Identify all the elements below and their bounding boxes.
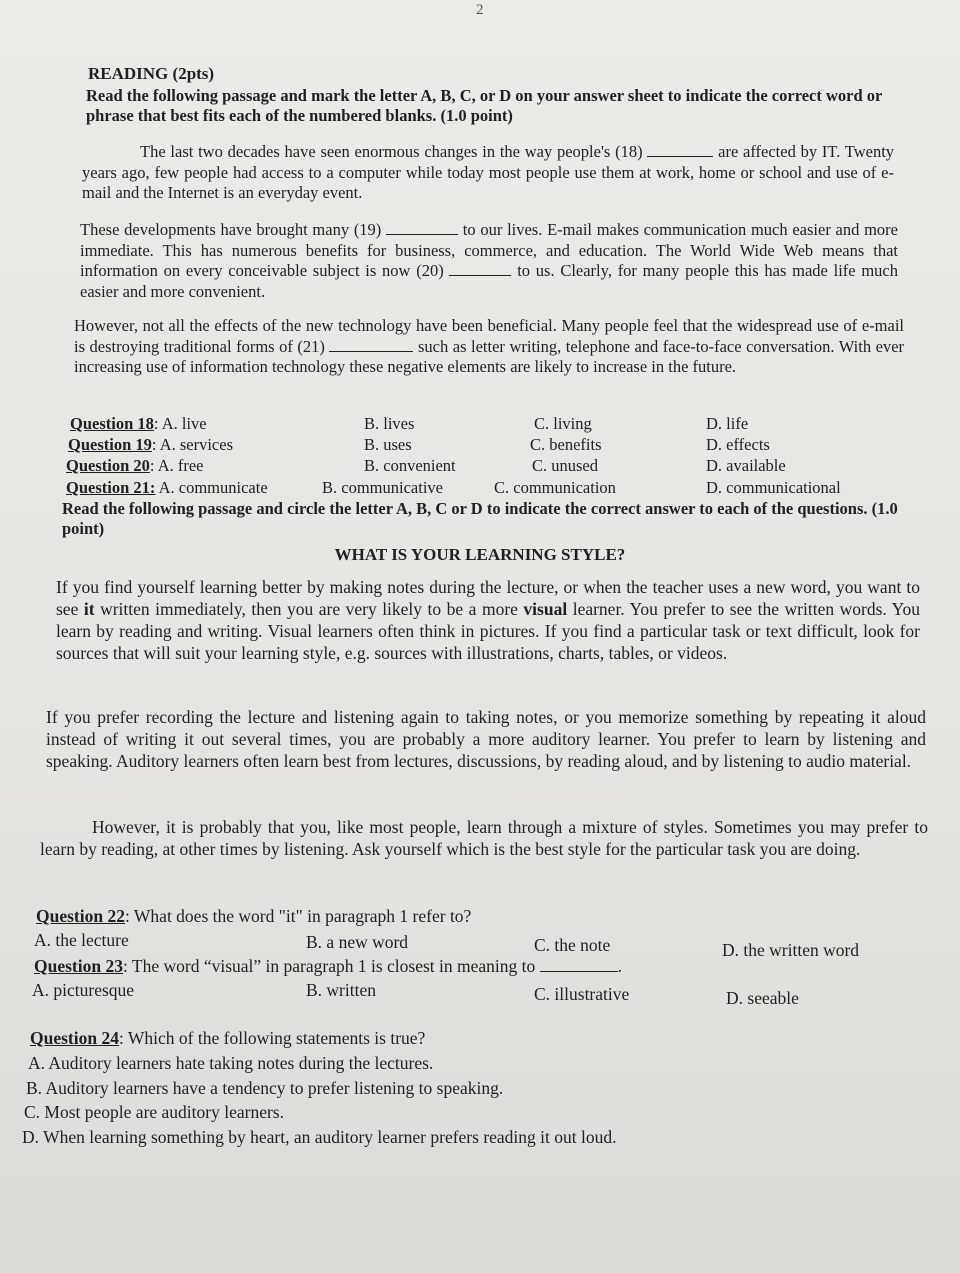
question-18 xyxy=(70,414,900,435)
option-c[interactable]: C. benefits xyxy=(530,435,602,454)
q23-option-c[interactable]: C. illustrative xyxy=(534,984,630,1004)
option-a[interactable]: : A. free xyxy=(149,456,204,475)
option-d[interactable]: D. life xyxy=(706,414,749,433)
q23-option-d[interactable]: D. seeable xyxy=(726,988,799,1008)
question-end: . xyxy=(617,956,623,976)
question-23 xyxy=(34,956,622,977)
passage-paragraph-1 xyxy=(82,142,894,204)
option-a[interactable]: : A. live xyxy=(153,414,207,433)
option-b[interactable]: B. convenient xyxy=(364,456,456,475)
q22-option-a[interactable]: A. the lecture xyxy=(34,930,129,950)
lp1-text-a: If you find yourself learning better by making notes during the lecture, or when the teacher uses a new word, you want to see xyxy=(56,577,920,619)
question-24 xyxy=(30,1028,425,1049)
question-label: Question 22 xyxy=(36,906,125,926)
lp1-visual: visual xyxy=(523,599,568,619)
p2-text-a: These developments have brought many (19) xyxy=(80,220,382,239)
section-heading: READING (2pts) xyxy=(88,64,215,83)
q24-option-b[interactable]: B. Auditory learners have a tendency to prefer listening to speaking. xyxy=(26,1078,504,1098)
question-text: : The word “visual” in paragraph 1 is closest in meaning to xyxy=(122,956,536,976)
option-a[interactable]: A. communicate xyxy=(155,478,268,497)
passage-paragraph-2 xyxy=(80,220,898,302)
question-20 xyxy=(66,456,896,477)
reading-instruction: Read the following passage and mark the letter A, B, C, or D on your answer sheet to indicate the correct word or phrase that best fits each of the numbered blanks. (1.0 point) xyxy=(86,86,883,125)
question-label: Question 23 xyxy=(34,956,123,976)
question-label: Question 20 xyxy=(66,456,150,475)
option-c[interactable]: C. communication xyxy=(494,478,616,497)
blank-18 xyxy=(647,144,713,157)
question-21 xyxy=(66,478,896,499)
question-label: Question 24 xyxy=(30,1028,119,1048)
question-label: Question 19 xyxy=(68,435,152,454)
option-b[interactable]: B. lives xyxy=(364,414,415,433)
passage-paragraph-3 xyxy=(74,316,904,378)
blank-19 xyxy=(386,222,458,235)
p3-text-a: However, not all the effects of the new technology have been beneficial. Many people feel that the widespread use of e-mail is destroying traditional forms of (21) xyxy=(74,316,904,356)
question-label: Question 18 xyxy=(70,414,154,433)
q22-option-c[interactable]: C. the note xyxy=(534,935,611,955)
p1-text-b: are affected by IT. Twenty years ago, few people had access to a computer while today most people use them at work, home or school and use of e-mail and the Internet is an everyday event. xyxy=(82,142,895,202)
learning-paragraph-3: However, it is probably that you, like most people, learn through a mixture of styles. Sometimes you may prefer to learn by reading, at other times by listening. Ask yourself which is the best style for the particular task you are doing. xyxy=(40,817,928,859)
q24-option-a[interactable]: A. Auditory learners hate taking notes during the lectures. xyxy=(28,1053,434,1073)
option-d[interactable]: D. communicational xyxy=(706,478,841,497)
p1-text-a: The last two decades have seen enormous changes in the way people's (18) xyxy=(140,142,643,161)
option-d[interactable]: D. available xyxy=(706,456,786,475)
option-b[interactable]: B. uses xyxy=(364,435,412,454)
page-number: 2 xyxy=(476,2,484,18)
q23-option-a[interactable]: A. picturesque xyxy=(32,980,135,1000)
option-d[interactable]: D. effects xyxy=(706,435,770,454)
q24-option-d[interactable]: D. When learning something by heart, an auditory learner prefers reading it out loud. xyxy=(22,1127,617,1147)
blank-21 xyxy=(329,339,413,352)
question-label: Question 21: xyxy=(66,478,156,497)
q22-option-b[interactable]: B. a new word xyxy=(306,932,409,952)
blank-20 xyxy=(449,263,511,276)
lp1-text-c: learner. You prefer to see the written words. You learn by reading and writing. Visual learners often think in pictures. If you find a particular task or text difficult, look for sources that will suit your learning style, e.g. sources with illustrations, charts, tables, or videos. xyxy=(56,599,920,663)
q22-option-d[interactable]: D. the written word xyxy=(722,940,860,960)
learning-paragraph-2: If you prefer recording the lecture and listening again to taking notes, or you memorize something by repeating it aloud instead of writing it out several times, you are probably a more auditory learner. You prefer to learn by listening and speaking. Auditory learners often learn best from lectures, discussions, by reading aloud, and by listening to audio material. xyxy=(46,707,926,771)
p2-text-b: to our lives. E-mail makes communication much easier and more immediate. This has numerous benefits for business, commerce, and education. The World Wide Web means that information on every conceivable subject is now (20) xyxy=(80,220,899,280)
q24-option-c[interactable]: C. Most people are auditory learners. xyxy=(24,1102,284,1122)
blank-23 xyxy=(540,959,618,972)
q23-option-b[interactable]: B. written xyxy=(306,980,376,1000)
question-text: : Which of the following statements is true? xyxy=(118,1028,426,1048)
learning-paragraph-1 xyxy=(56,576,920,664)
question-19 xyxy=(68,435,898,456)
option-b[interactable]: B. communicative xyxy=(322,478,443,497)
option-a[interactable]: : A. services xyxy=(151,435,233,454)
lp1-text-b: written immediately, then you are very likely to be a more xyxy=(94,599,524,619)
lp1-it: it xyxy=(83,599,95,619)
question-text: : What does the word "it" in paragraph 1 refer to? xyxy=(124,906,472,926)
passage-title: WHAT IS YOUR LEARNING STYLE? xyxy=(334,545,626,564)
question-22 xyxy=(36,906,471,927)
p2-text-c: to us. Clearly, for many people this has made life much easier and more convenient. xyxy=(80,261,898,301)
option-c[interactable]: C. unused xyxy=(532,456,598,475)
reading2-instruction: Read the following passage and circle the letter A, B, C or D to indicate the correct answer to each of the questions. (1.0 point) xyxy=(62,499,898,538)
option-c[interactable]: C. living xyxy=(534,414,592,433)
p3-text-b: such as letter writing, telephone and face-to-face conversation. With ever increasing use of information technology these negative elements are likely to increase in the future. xyxy=(74,336,905,376)
